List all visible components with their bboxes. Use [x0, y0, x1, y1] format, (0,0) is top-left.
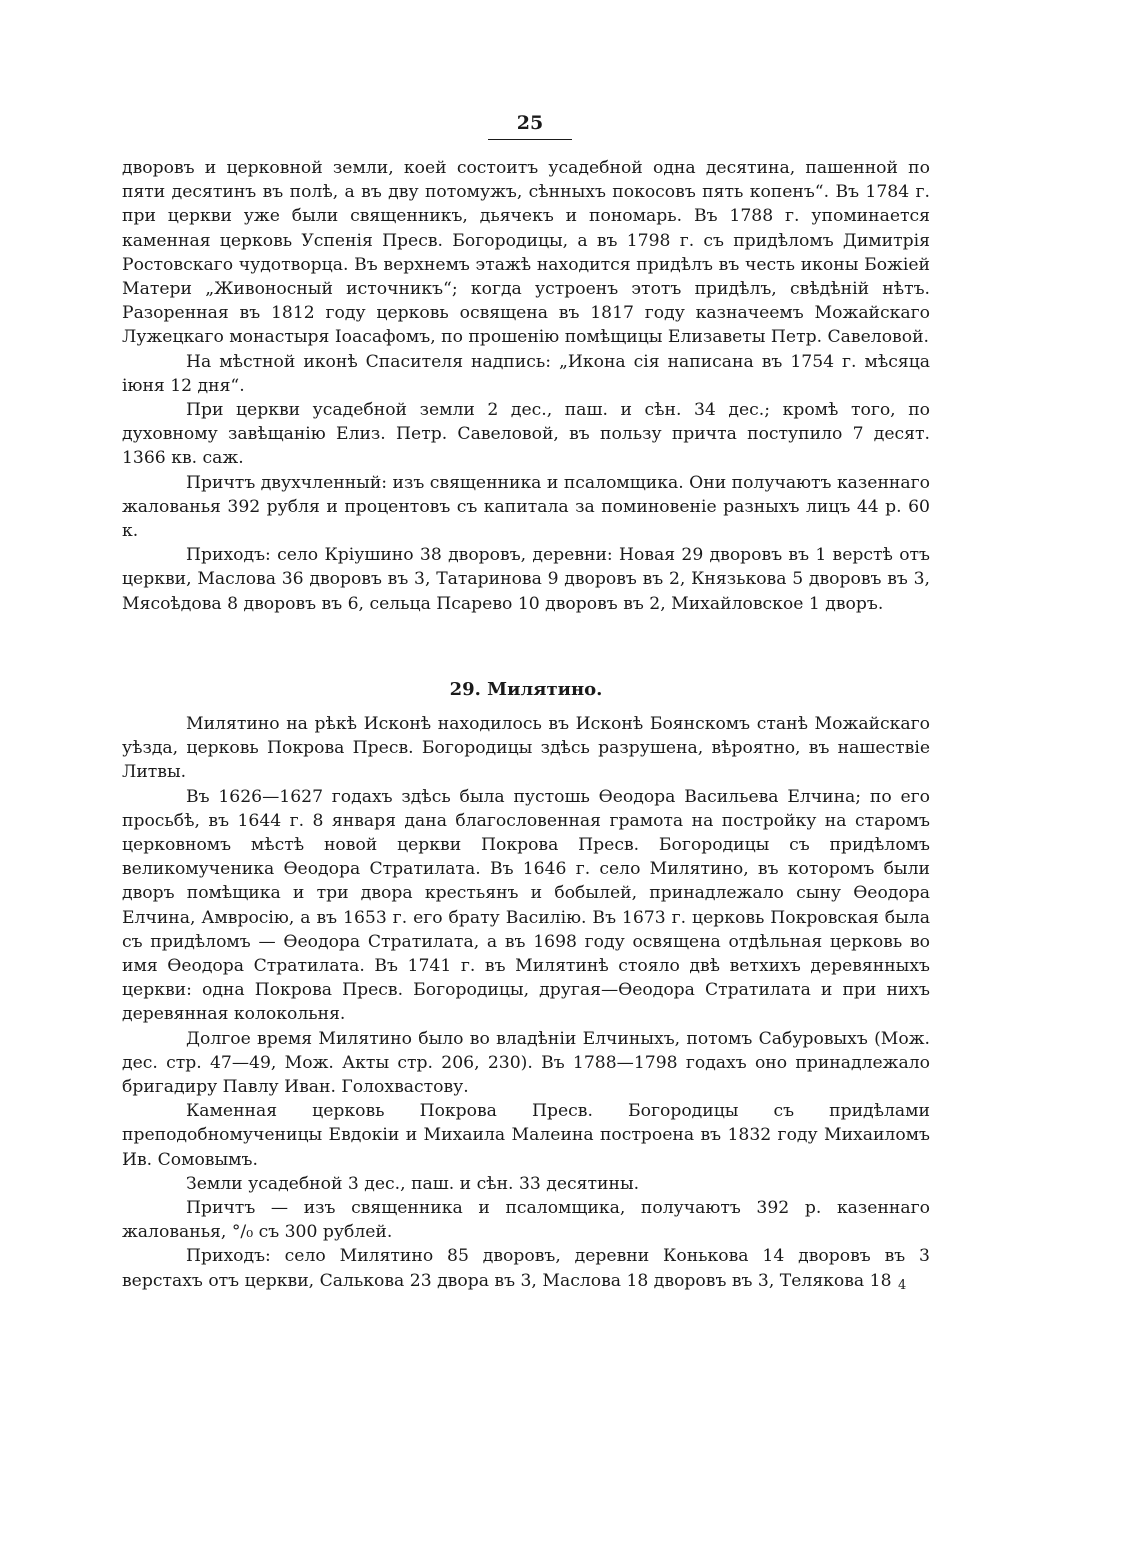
page-number: 25 — [488, 112, 572, 140]
paragraph: На мѣстной иконѣ Спасителя надпись: „Икона сія написана въ 1754 г. мѣсяца іюня 12 дня“. — [122, 351, 930, 396]
text-block-top — [122, 156, 930, 616]
paragraph: При церкви усадебной земли 2 дес., паш. и сѣн. 34 дес.; кромѣ того, по духовному завѣщанію Елиз. Петр. Савеловой, въ пользу причта поступило 7 десят. 1366 кв. саж. — [122, 400, 930, 469]
paragraph: Долгое время Милятино было во владѣніи Елчиныхъ, потомъ Сабуровыхъ (Мож. дес. стр. 47—49, Мож. Акты стр. 206, 230). Въ 1788—1798 годахъ оно принадлежало бригадиру Павлу Иван. Голохвастову. — [122, 1028, 930, 1098]
paragraph: Приходъ: село Кріушино 38 дворовъ, деревни: Новая 29 дворовъ въ 1 верстѣ отъ церкви, Маслова 36 дворовъ въ 3, Татаринова 9 дворовъ въ 2, Князькова 5 дворовъ въ 3, Мясоѣдова 8 дворовъ въ 6, сельца Псарево 10 дворовъ въ 2, Михайловское 1 дворъ. — [122, 545, 930, 614]
paragraph: Причтъ — изъ священника и псаломщика, получаютъ 392 р. казеннаго жалованья, °/₀ съ 300 рублей. — [122, 1198, 930, 1243]
paragraph: Приходъ: село Милятино 85 дворовъ, деревни Конькова 14 дворовъ въ 3 верстахъ отъ церкви, Салькова 23 двора въ 3, Маслова 18 дворовъ въ 3, Телякова 18 — [122, 1246, 930, 1291]
section-heading: 29. Милятино. — [449, 679, 603, 700]
paragraph: Каменная церковь Покрова Пресв. Богородицы съ придѣлами преподобномученицы Евдокіи и Михаила Малеина построена въ 1832 году Михаиломъ Ив. Сомовымъ. — [122, 1101, 930, 1170]
text-block-section — [122, 712, 930, 1293]
paragraph: Причтъ двухчленный: изъ священника и псаломщика. Они получаютъ казеннаго жалованья 392 рубля и процентовъ съ капитала за поминовеніе разныхъ лицъ 44 р. 60 к. — [122, 472, 930, 542]
paragraph: Въ 1626—1627 годахъ здѣсь была пустошь Ѳеодора Васильева Елчина; по его просьбѣ, въ 1644 г. 8 января дана благословенная грамота на постройку на старомъ церковномъ мѣстѣ новой церкви Покрова Пресв. Богородицы съ придѣломъ великомученика Ѳеодора Стратилата. Въ 1646 г. село Милятино, въ которомъ были дворъ помѣщика и три двора крестьянъ и бобылей, принадлежало сыну Ѳеодора Елчина, Амвросію, а въ 1653 г. его брату Василію. Въ 1673 г. церковь Покровская была съ придѣломъ — Ѳеодора Стратилата, а въ 1698 году освящена отдѣльная церковь во имя Ѳеодора Стратилата. Въ 1741 г. въ Милятинѣ стояло двѣ ветхихъ деревянныхъ церкви: одна Покрова Пресв. Богородицы, другая—Ѳеодора Стратилата и при нихъ деревянная колокольня. — [122, 786, 930, 1025]
signature-mark: 4 — [898, 1278, 907, 1293]
paragraph-continued: дворовъ и церковной земли, коей состоитъ усадебной одна десятина, пашенной по пяти десятинъ въ полѣ, а въ дву потомужъ, сѣнныхъ покосовъ пять копенъ“. Въ 1784 г. при церкви уже были священникъ, дьячекъ и пономарь. Въ 1788 г. упоминается каменная церковь Успенія Пресв. Богородицы, а въ 1798 г. съ придѣломъ Димитрія Ростовскаго чудотворца. Въ верхнемъ этажѣ находится придѣлъ въ честь иконы Божіей Матери „Живоносный источникъ“; когда устроенъ этотъ придѣлъ, свѣдѣній нѣтъ. Разоренная въ 1812 году церковь освящена въ 1817 году казначеемъ Можайскаго Лужецкаго монастыря Іоасафомъ, по прошенію помѣщицы Елизаветы Петр. Савеловой. — [122, 158, 930, 348]
paragraph: Милятино на рѣкѣ Исконѣ находилось въ Исконѣ Боянскомъ станѣ Можайскаго уѣзда, церковь Покрова Пресв. Богородицы здѣсь разрушена, вѣроятно, въ нашествіе Литвы. — [122, 714, 930, 783]
paragraph: Земли усадебной 3 дес., паш. и сѣн. 33 десятины. — [186, 1173, 640, 1194]
